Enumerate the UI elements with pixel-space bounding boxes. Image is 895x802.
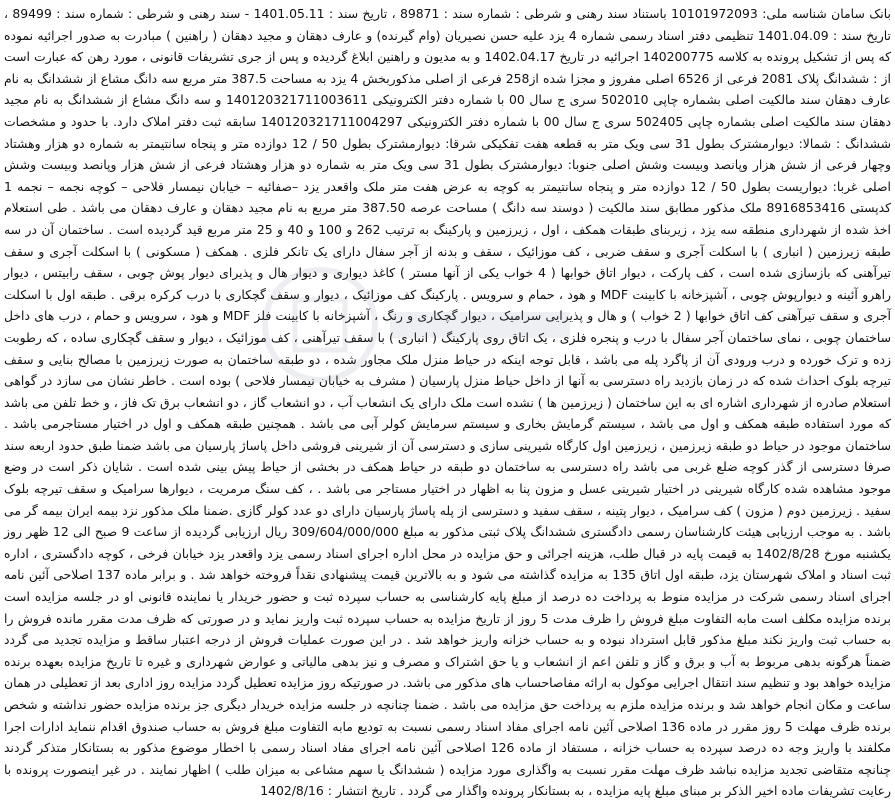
auction-notice-document <box>4 3 892 799</box>
notice-body-text: بانک سامان شناسه ملی: 10101972093 باستناد سند رهنی و شرطی : شماره سند : 89871 ، تاریخ سند : 1401.05.11 - سند رهنی و شرطی : شماره سند : 89499 ، تاریخ سند : 1401.04.09 تنظیمی دفتر اسناد رسمی شماره 4 یزد علیه حسن نصیریان (وام گیرنده) و عارف دهقان و مجید دهقان ( راهنین ) مبادرت به صدور اجرائیه نموده که پس از تشکیل پرونده به کلاسه 140200775 اجرائیه در تاریخ 1402.04.17 و به مدیون و راهنین ابلاغ گردیده و پس از جری تشریفات قانونی ، مورد رهن که عبارت است از : ششدانگ پلاک 2081 فرعی از 6526 اصلی مفروز و مجزا شده از258 فرعی از اصلی مذکوربخش 4 یزد به مساحت 387.5 متر مربع سه دانگ مشاع از ششدانگ به نام عارف دهقان سند مالکیت اصلی بشماره چاپی 502010 سری ج سال 00 با شماره دفتر الکترونیکی 140120321711003611 و سه دانگ مشاع از ششدانگ به نام مجید دهقان سند مالکیت اصلی بشماره چاپی 502405 سری ج سال 00 با شماره دفتر الکترونیکی 140120321711004297 سابقه ثبت دفتر املاک دارد. با حدود و مشخصات ششدانگ : شمالا: دیوارمشترک بطول 31 سی ویک متر به قطعه هفت تفکیکی شرقا: دیوارمشترک بطول 50 / 12 دوازده متر و پنجاه سانتیمتر به شماره دو هزار وهشتاد وچهار فرعی از شش هزار وپانصد وبیست وشش اصلی جنوبا: دیوارمشترک بطول 31 سی ویک متر به شماره دو هزار وهشتاد فرعی از شش هزار وپانصد وبیست وشش اصلی غربا: دیواریست بطول 50 / 12 دوازده متر و پنجاه سانتیمتر به کوچه به عرض هفت متر ملک واقعدر یزد –صفائیه – خیابان نیمسار فلاحی – کوچه نجمه – نجمه 1 کدپستی 8916853416 ملک مذکور مطابق سند مالکیت ( دوسند سه دانگ ) مساحت عرصه 387.50 متر مربع به نام مجید دهقان و عارف دهقان می باشد . طی استعلام اخذ شده از شهرداری منطقه سه یزد ، زیربنای طبقات همکف ، اول ، زیرزمین و پارکینگ به ترتیب 262 و 100 و 40 و 25 متر مربع قید گردیده است . ساختمان آن در سه طبقه زیرزمین ( انباری ) با اسکلت آجری و سقف ضربی ، کف موزائیک ، سقف و بدنه از آجر سفال دارای یک تانکر فلزی . همکف ( مسکونی ) با اسکلت آجری و سقف تیرآهنی که بازسازی شده است ، کف پارکت ، دیوار اتاق خوابها ( 4 خواب یکی از آنها مستر ) کاغذ دیواری و دیوار هال و پذیرای دیوار پوش چوبی ، سقف رابیتس ، دیوار راهرو آئینه و دیوارپوش چوبی ، آشپزخانه با کابینت MDF و هود ، حمام و سرویس . پارکینگ کف موزائیک ، دیوار و سقف گچکاری با درب کرکره برقی . طبقه اول با اسکلت آجری و سقف تیرآهنی کف اتاق خوابها ( 2 خواب ) و هال و پذیرایی سرامیک ، دیوار گچکاری و رنگ ، آشپزخانه با کابینت فلز MDF و هود ، سرویس و حمام ، درب های داخل ساختمان چوبی ، نمای ساختمان آجر سفال با درب و پنجره فلزی ، یک اتاق روی پارکینگ ( انباری ) با سقف تیرآهنی ، کف موزائیک ، دیوار و سقف گچکاری ساده ، که رطوبت زده و ترک خورده و درب ورودی آن از پاگرد پله می باشد ، قابل توجه اینکه در حیاط منزل ملک مجاور شده ، دو طبقه ساختمان به صورت زیرزمین با مصالح بنایی و سقف تیرچه بلوک احداث شده که در زمان بازدید راه دسترسی به آنها از داخل حیاط منزل پارسیان ( مشرف به خیابان نیمسار فلاحی ) بوده است . خاطر نشان می سازد در گواهی استعلام صادره از شهرداری اشاره ای به این ساختمان ( زیرزمین ها ) نشده است ملک دارای یک انشعاب آب ، دو انشعاب گاز ، دو انشعاب برق تک فاز ، و خط تلفن می باشد که مورد استفاده طبقه همکف و اول می باشد ، سیستم گرمایش بخاری و سیستم سرمایش کولر آبی می باشد . همچنین طبقه همکف و اول در اختیار مستاجرمی باشد . ساختمان موجود در حیاط دو طبقه زیرزمین ، زیرزمین اول کارگاه شیرینی سازی و دسترسی آن از شیرینی فروشی داخل پاساژ پارسیان می باشد ضمنا طبق حدود اربعه سند صرفا دسترسی از گذر کوچه ضلع غربی می باشد راه دسترسی به ساختمان دو طبقه در حیاط همکف در بخشی از حیاط پیش بینی شده است . شایان ذکر است در وضع موجود مشاهده شده کارگاه شیرینی در اختیار شیرینی عسل و مزون پنا به اظهار در اختیار مستاجر می باشد . ، کف سنگ مرمریت ، دیوارها سرامیک و سقف تیرچه بلوک سفید . زیرزمین دوم ( مزون ) کف سرامیک ، دیوار پتینه ، سقف سفید و دسترسی از پله پاساژ پارسیان دارای دو عدد کولر گازی .ضمنا ملک مذکور نزد بیمه ایران بیمه گر می باشد . به موجب ارزیابی هیئت کارشناسان رسمی دادگستری ششدانگ پلاک ثبتی مذکور به مبلغ 309/604/000/000 ریال ارزیابی گردیده از ساعت 9 صبح الی 12 ظهر روز یکشنبه مورخ 1402/8/28 به قیمت پایه در قبال طلب، هزینه اجرائی و حق مزایده در محل اداره اجرای اسناد رسمی یزد واقعدر یزد خیابان فرخی ، کوچه دادگستری ، اداره ثبت اسناد و املاک شهرستان یزد، طبقه اول اتاق 135 به مزایده گذاشته می شود و به بالاترین قیمت پیشنهادی نقداً فروخته خواهد شد . و برابر ماده 137 اصلاحی آئین نامه اجرای اسناد رسمی شرکت در مزایده منوط به پرداخت ده درصد از مبلغ پایه کارشناسی به حساب سپرده ثبت و حضور خریدار یا نماینده قانونی او در جلسه مزایده است برنده مزایده مکلف است مابه التفاوت مبلغ فروش را ظرف مدت 5 روز از تاریخ مزایده به حساب سپرده ثبت واریز نماید و در صورتی که ظرف مدت مقرر مانده فروش را به حساب ثبت واریز نکند مبلغ مذکور قابل استرداد نبوده و به حساب خزانه واریز خواهد شد . در این صورت عملیات فروش از درجه اعتبار ساقط و مزایده تجدید می گردد ضمناً هرگونه بدهی مربوط به آب و برق و گاز و تلفن اعم از انشعاب و یا حق اشتراک و مصرف و نیز بدهی مالیاتی و عوارض شهرداری و غیره تا تاریخ مزایده بعهده برنده مزایده خواهد بود و تنظیم سند انتقال اجرایی موکول به ارائه مفاصاحساب های مذکور می باشد. در صورتیکه روز مزایده تعطیل گردد مزایده روز اداری بعد از تعطیلی در همان ساعت و مکان انجام خواهد شد و برنده مزایده ملزم به پرداخت حق مزایده می باشد . ضمنا چنانچه در جلسه مزایده خریدار دیگری جز برنده مزایده حضور نداشته و شخص برنده ظرف مهلت 5 روز مقرر در ماده 136 اصلاحی آئین نامه اجرای مفاد اسناد رسمی نسبت به تودیع مابه التفاوت مبلغ فروش به حساب صندوق اقدام ننماید ادارات اجرا مکلفند با واریز وجه ده درصد سپرده به حساب خزانه ، مستفاد از ماده 126 اصلاحی آئین نامه اجرای مفاد اسناد رسمی با اخطار موضوع مذکور به بستانکار متذکر گردند چنانچه متقاضی تجدید مزایده نباشد ظرف مهلت مقرر نسبت به واگذاری مورد مزایده ( ششدانگ یا سهم مشاعی به میزان طلب ) اظهار نمایند . در غیر اینصورت پرونده با رعایت تشریفات ماده اخیر الذکر بر مبنای مبلغ پایه مزایده ، به بستانکار پرونده واگذار می گردد . تاریخ انتشار : 1402/8/16 <box>4 6 892 799</box>
